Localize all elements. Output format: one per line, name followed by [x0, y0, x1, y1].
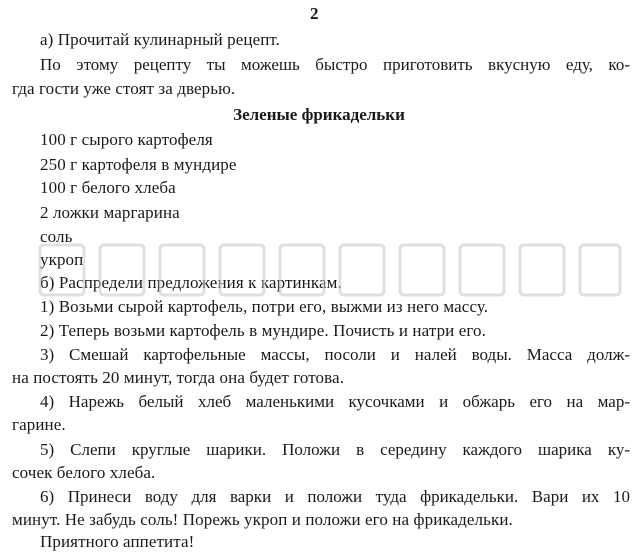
- intro-line-2: гда гости уже стоят за дверью.: [12, 79, 236, 98]
- ingredient-item: соль: [40, 227, 73, 246]
- ingredient-item: укроп: [40, 250, 84, 269]
- ingredient-item: 100 г сырого картофеля: [40, 130, 213, 149]
- step-3-line-1: 3) Смешай картофельные массы, посоли и налей воды. Масса долж-: [40, 345, 630, 364]
- intro-line-1: По этому рецепту ты можешь быстро приготовить вкусную еду, ко-: [40, 55, 630, 74]
- step-6-line-1: 6) Принеси воду для варки и положи туда фрикадельки. Вари их 10: [40, 487, 630, 506]
- page-number: 2: [310, 4, 319, 23]
- step-6-line-2: минут. Не забудь соль! Порежь укроп и положи его на фрикадельки.: [12, 510, 513, 529]
- step-3-line-2: на постоять 20 минут, тогда она будет готова.: [12, 368, 345, 387]
- task-a-heading: а) Прочитай кулинарный рецепт.: [40, 30, 281, 49]
- recipe-title: Зеленые фрикадельки: [233, 105, 405, 124]
- ingredient-item: 2 ложки маргарина: [40, 203, 180, 222]
- step-1: 1) Возьми сырой картофель, потри его, выжми из него массу.: [40, 297, 489, 316]
- ingredient-item: 100 г белого хлеба: [40, 178, 176, 197]
- step-4-line-2: гарине.: [12, 415, 66, 434]
- task-b-heading: б) Распредели предложения к картинкам.: [40, 273, 342, 292]
- step-5-line-2: сочек белого хлеба.: [12, 463, 156, 482]
- step-2: 2) Теперь возьми картофель в мундире. Почисть и натри его.: [40, 321, 486, 340]
- closing-line: Приятного аппетита!: [40, 532, 195, 551]
- step-5-line-1: 5) Слепи круглые шарики. Положи в середину каждого шарика ку-: [40, 440, 630, 459]
- ingredient-item: 250 г картофеля в мундире: [40, 155, 237, 174]
- step-4-line-1: 4) Нарежь белый хлеб маленькими кусочками и обжарь его на мар-: [40, 392, 630, 411]
